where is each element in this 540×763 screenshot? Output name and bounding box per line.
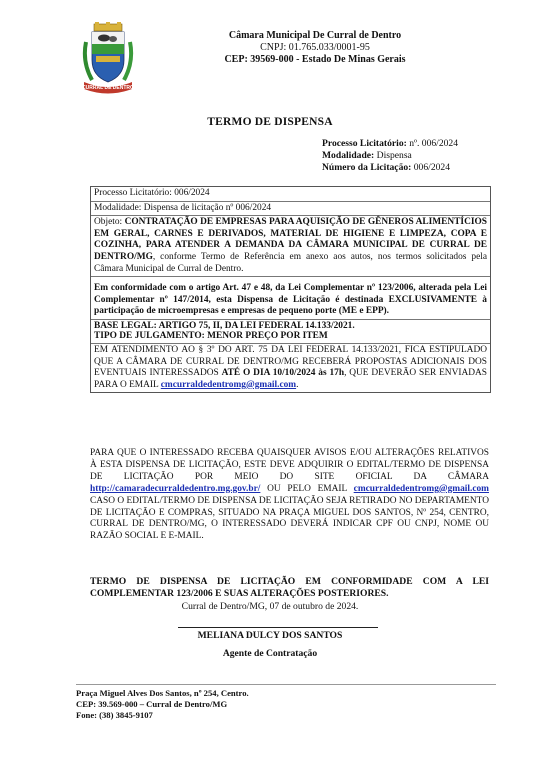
cep-line: CEP: 39569-000 - Estado De Minas Gerais [224, 54, 406, 65]
modalidade-label: Modalidade: [322, 150, 375, 162]
tipo-julgamento: TIPO DE JULGAMENTO: MENOR PREÇO POR ITEM [94, 331, 328, 342]
header-block [150, 30, 480, 66]
cnpj-line: CNPJ: 01.765.033/0001-95 [260, 42, 370, 53]
paragraph-part1: PARA QUE O INTERESSADO RECEBA QUAISQUER AVISOS E/OU ALTERAÇÕES RELATIVOS À ESTA DISPENSA DE LICITAÇÃO, ESTE DEVE ADQUIRIR O EDITAL/TERMO DE DISPENSA DE LICITAÇÃO POR MEIO DO SITE OFICIAL DA CÂMARA [90, 448, 489, 482]
table-row-objeto [91, 216, 490, 277]
modalidade-value: Dispensa [374, 150, 412, 162]
process-info [322, 138, 458, 175]
base-legal: BASE LEGAL: ARTIGO 75, II, DA LEI FEDERAL 14.133/2021. [94, 320, 355, 331]
atendimento-end: . [296, 379, 299, 390]
coat-of-arms-logo [80, 22, 136, 94]
closing-statement: TERMO DE DISPENSA DE LICITAÇÃO EM CONFORMIDADE COM A LEI COMPLEMENTAR 123/2006 E SUAS ALTERAÇÕES POSTERIORES. [90, 576, 489, 599]
logo-banner-text: CURRAL DE DENTRO [82, 85, 134, 91]
email-link[interactable]: cmcurraldedentromg@gmail.com [160, 379, 297, 390]
footer-cep: CEP: 39.569-000 – Curral de Dentro/MG [76, 699, 228, 709]
paragraph-email-link[interactable]: cmcurraldedentromg@gmail.com [353, 483, 489, 494]
instructions-paragraph [90, 448, 489, 543]
table-row-conformidade: Em conformidade com o artigo Art. 47 e 48, da Lei Complementar nº 123/2006, alterada pela Lei Complementar nº 147/2014, esta Dispensa de Licitação é destinada EXCLUSIVAMENTE à participação de microempresas e empresas de pequeno porte (ME e EPP). [91, 277, 490, 320]
table-row-modalidade: Modalidade: Dispensa de licitação nº 006/2024 [91, 202, 490, 217]
site-link[interactable]: http://camaradecurraldedentro.mg.gov.br/ [90, 483, 261, 494]
processo-value: nº. 006/2024 [406, 138, 459, 149]
numero-value: 006/2024 [411, 162, 451, 174]
objeto-bold-text: CONTRATAÇÃO DE EMPRESAS PARA AQUISIÇÃO DE GÊNEROS ALIMENTÍCIOS EM GERAL, CARNES E DERIVADOS, MATERIAL DE HIGIENE E LIMPEZA, COPA E COZINHA, PARA ATENDER A DEMANDA DA CÂMARA MUNICIPAL DE CURRAL DE DENTRO/MG [94, 217, 487, 262]
document-title: TERMO DE DISPENSA [207, 116, 333, 128]
table-row-processo: Processo Licitatório: 006/2024 [91, 187, 490, 202]
objeto-label: Objeto: [94, 217, 125, 228]
table-row-legal [91, 320, 490, 344]
atendimento-deadline: ATÉ O DIA 10/10/2024 às 17h [221, 368, 345, 379]
atendimento-text-b: , QUE DEVERÃO SER ENVIADAS PARA O EMAIL [94, 368, 487, 390]
paragraph-part2: OU PELO EMAIL [260, 483, 354, 494]
footer-address: Praça Miguel Alves Dos Santos, nº 254, Centro. [76, 688, 249, 698]
paragraph-part3: CASO O EDITAL/TERMO DE DISPENSA DE LICITAÇÃO SEJA RETIRADO NO DEPARTAMENTO DE LICITAÇÃO E COMPRAS, SITUADO NA PRAÇA MIGUEL DOS SANTOS, Nº 254, CENTRO, CURRAL DE DENTRO/MG, O INTERESSADO DEVERÁ INDICAR CPF OU CNPJ, NOME OU RAZÃO SOCIAL E E-MAIL. [90, 495, 489, 542]
signatory-name: MELIANA DULCY DOS SANTOS [197, 630, 343, 641]
signature-line [178, 627, 378, 628]
processo-label: Processo Licitatório: [322, 138, 407, 149]
atendimento-text-a: EM ATENDIMENTO AO § 3º DO ART. 75 DA LEI FEDERAL 14.133/2021, FICA ESTIPULADO QUE A CÂMARA DE CURRAL DE DENTRO/MG RECEBERÁ PROPOSTAS ADICIONAIS DOS EVENTUAIS INTERESSADOS [94, 344, 487, 379]
table-row-atendimento [91, 344, 490, 392]
org-name: Câmara Municipal De Curral de Dentro [228, 30, 402, 41]
signatory-role: Agente de Contratação [222, 648, 318, 659]
numero-label: Número da Licitação: [322, 162, 412, 174]
objeto-rest-text: , conforme Termo de Referência em anexo aos autos, nos termos solicitados pela Câmara Municipal de Curral de Dentro. [94, 251, 487, 274]
dispensa-table [90, 186, 491, 393]
footer [76, 688, 249, 721]
date-line: Curral de Dentro/MG, 07 de outubro de 2024. [181, 601, 359, 612]
footer-phone: Fone: (38) 3845-9107 [76, 710, 153, 720]
footer-divider [76, 684, 496, 685]
